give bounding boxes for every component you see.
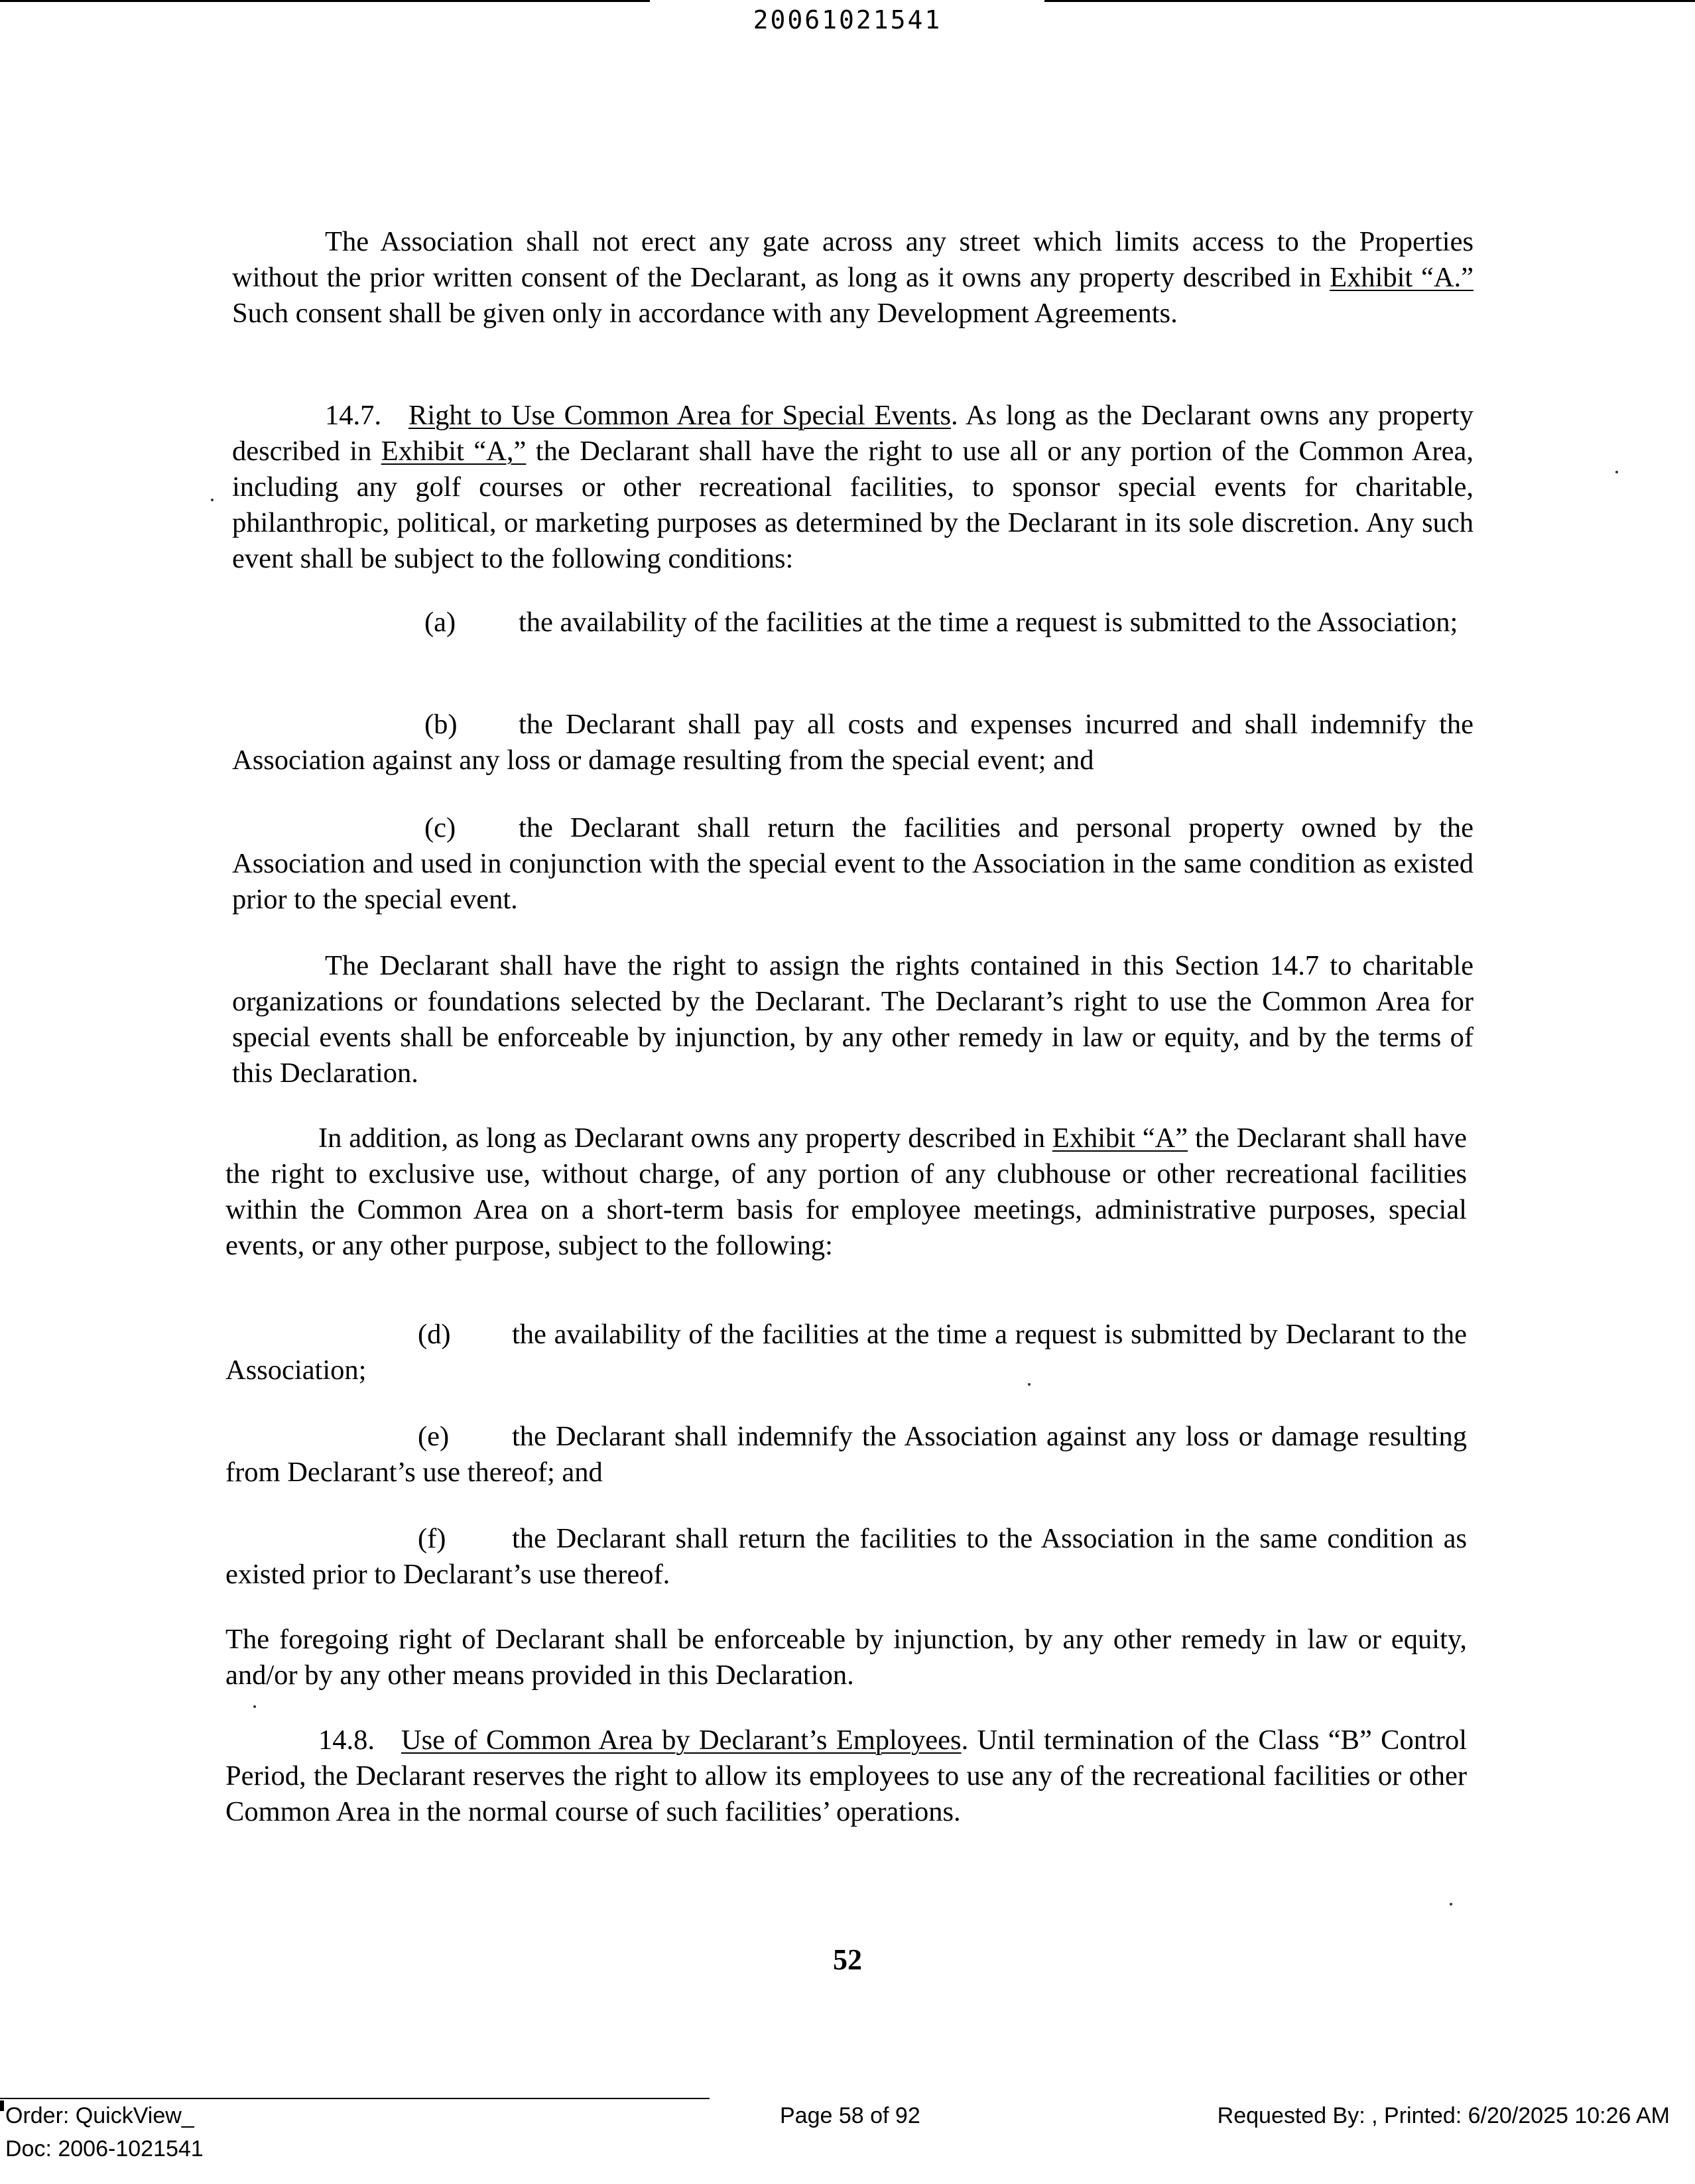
section-number: 14.7. — [325, 400, 381, 431]
page-number: 52 — [833, 1943, 862, 1976]
paragraph-gate: The Association shall not erect any gate across any street which limits access to the Properties without the prior written consent of the Declarant, as long as it owns any property described in Exhibit “A.” Such consent shall be given only in accordance with any Development Agreements. — [232, 226, 1474, 329]
exhibit-a-reference: Exhibit “A,” — [381, 436, 527, 467]
section-title: Use of Common Area by Declarant’s Employees — [401, 1725, 962, 1756]
section-14-7: 14.7. Right to Use Common Area for Special Events. As long as the Declarant owns any property described in Exhibit “A,” the Declarant shall have the right to use all or any portion of the Common Area, including any golf courses or other recreational facilities, to sponsor special events for charitable, philanthropic, political, or marketing purposes as determined by the Declarant in its sole discretion. Any such event shall be subject to the following conditions: — [232, 400, 1474, 574]
section-number: 14.8. — [318, 1725, 375, 1756]
header-rule-right — [1044, 0, 1695, 2]
footer-order: Order: QuickView_ — [5, 2103, 194, 2128]
paragraph-assign-rights: The Declarant shall have the right to assign the rights contained in this Section 14.7 to charitable organizations or foundations selected by the Declarant. The Declarant’s right to use the Common Area for special events shall be enforceable by injunction, by any other remedy in law or equity, and by the terms of this Declaration. — [232, 950, 1474, 1089]
section-title: Right to Use Common Area for Special Events — [408, 400, 952, 431]
footer-page-count: Page 58 of 92 — [780, 2103, 920, 2128]
scan-speck — [1450, 1903, 1452, 1906]
condition-item-a: (a) the availability of the facilities at the time a request is submitted to the Association; — [424, 607, 1458, 638]
condition-item-f: (f) the Declarant shall return the facilities to the Association in the same condition as existed prior to Declarant’s use thereof. — [225, 1523, 1467, 1590]
condition-item-b: (b) the Declarant shall pay all costs and expenses incurred and shall indemnify the Association against any loss or damage resulting from the special event; and — [232, 709, 1474, 776]
paragraph-in-addition: In addition, as long as Declarant owns any property described in Exhibit “A” the Declarant shall have the right to exclusive use, without charge, of any portion of any clubhouse or other recreational facilities within the Common Area on a short-term basis for employee meetings, administrative purposes, special events, or any other purpose, subject to the following: — [225, 1122, 1467, 1261]
paragraph-foregoing: The foregoing right of Declarant shall be enforceable by injunction, by any other remedy in law or equity, and/or by any other means provided in this Declaration. — [225, 1624, 1467, 1691]
scan-speck — [211, 499, 214, 501]
footer-rule — [0, 2098, 710, 2099]
footer-requested-printed: Requested By: , Printed: 6/20/2025 10:26 AM — [1217, 2103, 1670, 2128]
header-rule-left — [0, 0, 650, 2]
scan-speck — [1028, 1383, 1031, 1386]
condition-item-d: (d) the availability of the facilities at the time a request is submitted by Declarant to the Association; — [225, 1319, 1467, 1386]
scan-speck — [1615, 471, 1618, 473]
scan-speck — [253, 1705, 256, 1708]
exhibit-a-reference: Exhibit “A.” — [1330, 262, 1474, 293]
condition-item-e: (e) the Declarant shall indemnify the Association against any loss or damage resulting from Declarant’s use thereof; and — [225, 1421, 1467, 1488]
footer-doc: Doc: 2006-1021541 — [5, 2136, 204, 2161]
condition-item-c: (c) the Declarant shall return the facilities and personal property owned by the Association and used in conjunction with the special event to the Association in the same condition as existed prior to the special event. — [232, 812, 1474, 915]
document-number: 20061021541 — [753, 5, 942, 34]
exhibit-a-reference: Exhibit “A” — [1052, 1122, 1188, 1154]
corner-mark — [0, 2100, 4, 2111]
section-14-8: 14.8. Use of Common Area by Declarant’s Employees. Until termination of the Class “B” Control Period, the Declarant reserves the right to allow its employees to use any of the recreational facilities or other Common Area in the normal course of such facilities’ operations. — [225, 1725, 1468, 1827]
